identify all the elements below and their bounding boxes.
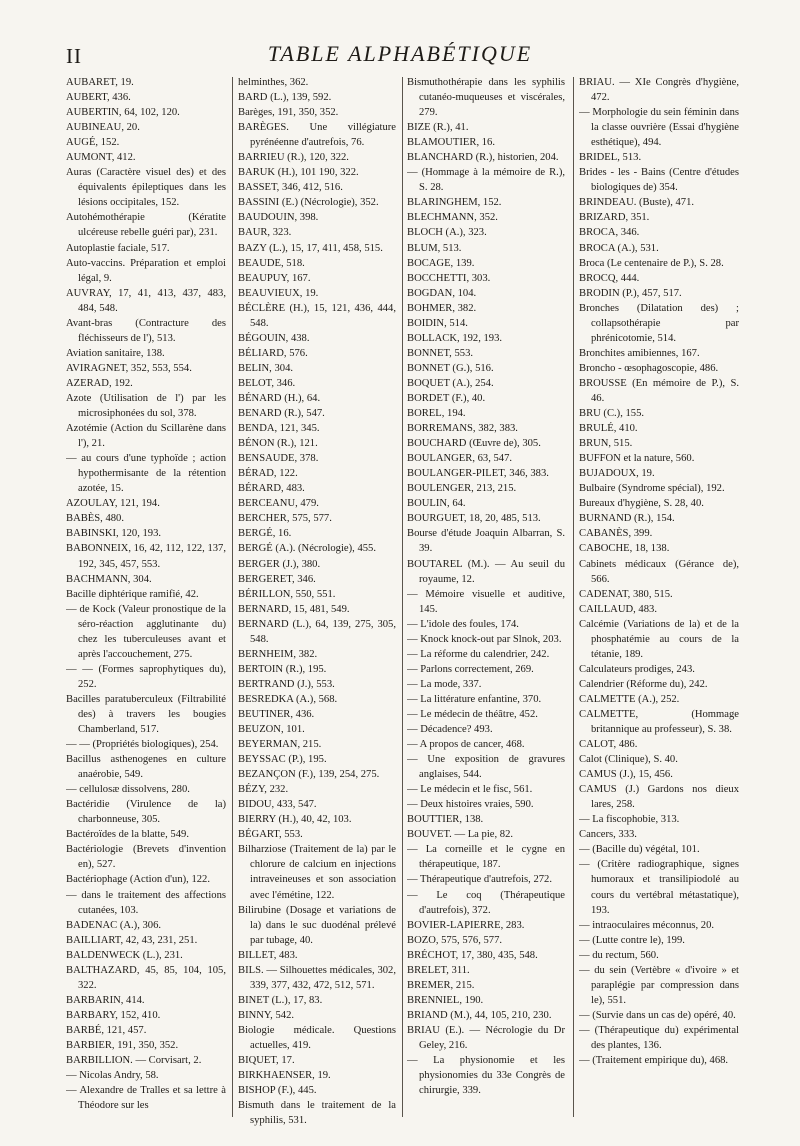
index-entry: BOCCHETTI, 303. (407, 272, 491, 284)
index-entry: — Parlons correctement, 269. (407, 663, 534, 675)
index-entry: Bacille diphtérique ramifié, 42. (66, 588, 199, 600)
index-column-1 (66, 75, 226, 1135)
index-entry: BIZE (R.), 41. (407, 122, 469, 134)
index-entry: BLAMOUTIER, 16. (407, 137, 495, 149)
index-entry: Broca (Le centenaire de P.), S. 28. (579, 257, 724, 269)
index-entry: CALOT, 486. (579, 739, 638, 751)
index-entry: BRIAU. — XIe Congrès d'hygiène, 472. (579, 77, 739, 104)
index-entry: AZOULAY, 121, 194. (66, 498, 160, 510)
index-entry: BOGDAN, 104. (407, 287, 477, 299)
index-entry: — Deux histoires vraies, 590. (407, 799, 534, 811)
index-entry: BEAUPUY, 167. (238, 272, 311, 284)
index-entry: — (Hommage à la mémoire de R.), S. 28. (407, 167, 565, 194)
index-entry: CABANÈS, 399. (579, 528, 653, 540)
index-entry: — Le coq (Thérapeutique d'autrefois), 372. (407, 889, 565, 916)
index-entry: BARBARY, 152, 410. (66, 1009, 161, 1021)
index-entry: BÉNON (R.), 121. (238, 438, 318, 450)
column-divider (573, 77, 574, 1117)
index-entry: — La littérature enfantine, 370. (407, 693, 542, 705)
index-entry: BOIDIN, 514. (407, 317, 468, 329)
index-entry: BEUZON, 101. (238, 724, 305, 736)
index-entry: BERNHEIM, 382. (238, 648, 318, 660)
index-entry: — (Thérapeutique du) expérimental des plantes, 136. (579, 1024, 739, 1051)
index-entry: BOULANGER, 63, 547. (407, 453, 513, 465)
index-entry: — La réforme du calendrier, 242. (407, 648, 550, 660)
index-entry: BOCAGE, 139. (407, 257, 475, 269)
index-entry: CALMETTE (A.), 252. (579, 693, 680, 705)
index-entry: BRENNIEL, 190. (407, 994, 484, 1006)
index-entry: Auras (Caractère visuel des) et des équivalents épileptiques dans les lésions occipitales, 152. (66, 167, 226, 209)
index-entry: Bacillus asthenogenes en culture anaérobie, 549. (66, 754, 226, 781)
column-divider (232, 77, 233, 1117)
index-entry: — de Kock (Valeur pronostique de la séro-réaction agglutinante du) chez les tuberculeuses avant et après l'accouchement, 275. (66, 603, 226, 660)
index-entry: — Alexandre de Tralles et sa lettre à Théodore sur les (66, 1085, 226, 1112)
index-entry: BOURGUET, 18, 20, 485, 513. (407, 513, 541, 525)
index-entry: BILS. — Silhouettes médicales, 302, 339, 377, 432, 472, 512, 571. (238, 964, 396, 991)
index-entry: Cancers, 333. (579, 829, 637, 841)
index-entry: BUJADOUX, 19. (579, 468, 655, 480)
index-entry: BÉRILLON, 550, 551. (238, 588, 336, 600)
index-entry: BASSET, 346, 412, 516. (238, 182, 343, 194)
index-entry: BELOT, 346. (238, 377, 296, 389)
index-entry: — Une exposition de gravures anglaises, 544. (407, 754, 565, 781)
index-entry: Bactériologie (Brevets d'invention en), 527. (66, 844, 226, 871)
index-entry: BEYSSAC (P.), 195. (238, 754, 327, 766)
index-entry: — Le médecin de théâtre, 452. (407, 708, 538, 720)
index-entry: BRULÉ, 410. (579, 423, 638, 435)
index-entry: BORREMANS, 382, 383. (407, 423, 518, 435)
index-entry: BOHMER, 382. (407, 302, 477, 314)
index-entry: Azote (Utilisation de l') par les microsiphonées du sol, 378. (66, 392, 226, 420)
index-entry: BERGERET, 346. (238, 573, 316, 585)
index-entry: Bilirubine (Dosage et variations de la) dans le suc duodénal prélevé par tubage, 40. (238, 904, 396, 946)
index-entry: BRU (C.), 155. (579, 408, 645, 420)
index-entry: Calot (Clinique), S. 40. (579, 754, 678, 766)
index-entry: BLECHMANN, 352. (407, 212, 498, 224)
index-entry: BOZO, 575, 576, 577. (407, 934, 503, 946)
index-entry: — du rectum, 560. (579, 949, 659, 961)
page-number: II (66, 44, 82, 68)
index-entry: AUBARET, 19. (66, 77, 134, 88)
index-entry: BRIAU (E.). — Nécrologie du Dr Geley, 216. (407, 1024, 565, 1051)
index-entry: Biologie médicale. Questions actuelles, 419. (238, 1024, 396, 1051)
index-entry: AUVRAY, 17, 41, 413, 437, 483, 484, 548. (66, 287, 226, 314)
index-entry: — cellulosæ dissolvens, 280. (66, 784, 190, 796)
index-entry: BRIDEL, 513. (579, 152, 642, 164)
index-entry: CADENAT, 380, 515. (579, 588, 673, 600)
index-entry: Bismuthothérapie dans les syphilis cutanéo-muqueuses et viscérales, 279. (407, 77, 565, 119)
index-entry: — dans le traitement des affections cutanées, 103. (66, 889, 226, 916)
index-entry: Azotémie (Action du Scillarène dans l'), 21. (66, 423, 226, 450)
index-entry: BERCHER, 575, 577. (238, 513, 332, 525)
index-entry: BEAUDE, 518. (238, 257, 305, 269)
index-entry: BALDENWECK (L.), 231. (66, 949, 183, 961)
index-entry: BAILLIART, 42, 43, 231, 251. (66, 934, 198, 946)
index-entry: BERGÉ, 16. (238, 528, 292, 540)
index-entry: BÉGOUIN, 438. (238, 332, 310, 344)
index-entry: BENARD (R.), 547. (238, 408, 325, 420)
index-entry: BRELET, 311. (407, 964, 470, 976)
index-entry: CALMETTE, (Hommage britannique au professeur), S. 38. (579, 708, 739, 736)
index-entry: BÉGART, 553. (238, 829, 303, 841)
index-entry: AZERAD, 192. (66, 377, 133, 389)
index-entry: BARRIEU (R.), 120, 322. (238, 152, 349, 164)
index-entry: BERCEANU, 479. (238, 498, 319, 510)
index-entry: Brides - les - Bains (Centre d'études biologiques de) 354. (579, 167, 739, 194)
index-entry: BENDA, 121, 345. (238, 423, 320, 435)
index-entry: BRINDEAU. (Buste), 471. (579, 197, 695, 209)
index-entry: BAUDOUIN, 398. (238, 212, 319, 224)
index-entry: — (Lutte contre le), 199. (579, 934, 685, 946)
index-entry: AUGÉ, 152. (66, 137, 120, 149)
index-entry: BOREL, 194. (407, 408, 466, 420)
index-entry: BRIZARD, 351. (579, 212, 650, 224)
index-entry: BOULIN, 64. (407, 498, 466, 510)
index-entry: BERNARD, 15, 481, 549. (238, 603, 350, 615)
index-entry: BRÉCHOT, 17, 380, 435, 548. (407, 949, 538, 961)
index-entry: Calendrier (Réforme du), 242. (579, 678, 708, 690)
index-entry: CABOCHE, 18, 138. (579, 543, 670, 555)
index-entry: AUBERTIN, 64, 102, 120. (66, 107, 180, 119)
index-entry: Auto-vaccins. Préparation et emploi légal, 9. (66, 257, 226, 284)
index-entry: — du sein (Vertèbre « d'ivoire » et paraplégie par compression dans le), 551. (579, 964, 739, 1006)
index-entry: BAUR, 323. (238, 227, 292, 239)
index-entry: — Knock knock-out par Slnok, 203. (407, 633, 562, 645)
index-entry: BOLLACK, 192, 193. (407, 332, 503, 344)
index-entry: Calculateurs prodiges, 243. (579, 663, 695, 675)
index-entry: — Mémoire visuelle et auditive, 145. (407, 588, 565, 615)
index-column-3 (407, 75, 565, 1135)
index-entry: BASSINI (E.) (Nécrologie), 352. (238, 197, 379, 209)
page-title: TABLE ALPHABÉTIQUE (267, 41, 533, 66)
index-entry: AUMONT, 412. (66, 152, 136, 164)
index-entry: BARUK (H.), 101 190, 322. (238, 167, 359, 179)
index-entry: BROCQ, 444. (579, 272, 640, 284)
index-entry: BROUSSE (En mémoire de P.), S. 46. (579, 377, 739, 404)
index-entry: BARD (L.), 139, 592. (238, 92, 332, 104)
index-entry: BÉZY, 232. (238, 784, 289, 796)
index-entry: BRIAND (M.), 44, 105, 210, 230. (407, 1009, 552, 1021)
index-entry: BERTOIN (R.), 195. (238, 663, 327, 675)
index-entry: BUFFON et la nature, 560. (579, 453, 695, 465)
index-entry: BOUVET. — La pie, 82. (407, 829, 514, 841)
index-entry: Bactéridie (Virulence de la) charbonneuse, 305. (66, 799, 226, 826)
index-entry: BADENAC (A.), 306. (66, 919, 162, 931)
index-entry: BELIN, 304. (238, 362, 294, 374)
index-entry: BOQUET (A.), 254. (407, 377, 494, 389)
index-entry: BARBÉ, 121, 457. (66, 1024, 147, 1036)
index-entry: Bronchites amibiennes, 167. (579, 347, 700, 359)
index-entry: BIRKHAENSER, 19. (238, 1070, 331, 1082)
column-divider (402, 77, 403, 1117)
index-entry: BROCA, 346. (579, 227, 640, 239)
index-entry: — Morphologie du sein féminin dans la classe ouvrière (Essai d'hygiène esthétique), 494. (579, 107, 739, 149)
index-entry: BEZANÇON (F.), 139, 254, 275. (238, 769, 380, 781)
index-entry: — A propos de cancer, 468. (407, 739, 525, 751)
index-entry: — La fiscophobie, 313. (579, 814, 680, 826)
index-entry: BLOCH (A.), 323. (407, 227, 487, 239)
index-entry: CAILLAUD, 483. (579, 603, 657, 615)
index-entry: BINNY, 542. (238, 1009, 295, 1021)
index-entry: — au cours d'une typhoïde ; action hypothermisante de la rétention azotée, 15. (66, 453, 226, 495)
index-entry: Bismuth dans le traitement de la syphilis, 531. (238, 1100, 396, 1127)
index-entry: BARBIER, 191, 350, 352. (66, 1040, 179, 1051)
index-entry: BINET (L.), 17, 83. (238, 994, 323, 1006)
index-entry: BURNAND (R.), 154. (579, 513, 675, 525)
index-entry: helminthes, 362. (238, 77, 309, 88)
index-entry: Autohémothérapie (Kératite ulcéreuse rebelle guéri par), 231. (66, 212, 226, 239)
index-entry: BERGÉ (A.). (Nécrologie), 455. (238, 543, 376, 555)
index-entry: BONNET, 553. (407, 347, 474, 359)
index-entry: — — (Propriétés biologiques), 254. (66, 739, 219, 751)
index-entry: BOULENGER, 213, 215. (407, 483, 517, 495)
index-entry: BOULANGER-PILET, 346, 383. (407, 468, 549, 480)
index-entry: — Thérapeutique d'autrefois, 272. (407, 874, 552, 886)
index-entry: — (Critère radiographique, signes humoraux et transilipiodolé au cours du vertébral métastatique), 193. (579, 859, 739, 916)
index-entry: Avant-bras (Contracture des fléchisseurs de l'), 513. (66, 317, 226, 344)
index-entry: BÉRARD, 483. (238, 483, 305, 495)
index-entry: BAZY (L.), 15, 17, 411, 458, 515. (238, 242, 383, 254)
index-entry: — La physionomie et les physionomies du 33e Congrès de chirurgie, 339. (407, 1055, 565, 1097)
index-entry: BÉNARD (H.), 64. (238, 392, 321, 404)
index-entry: BLARINGHEM, 152. (407, 197, 502, 209)
index-entry: Autoplastie faciale, 517. (66, 242, 170, 254)
index-entry: BRUN, 515. (579, 438, 633, 450)
index-entry: — L'idole des foules, 174. (407, 618, 519, 630)
index-entry: Broncho - œsophagoscopie, 486. (579, 362, 719, 374)
index-entry: — intraoculaires méconnus, 20. (579, 919, 715, 931)
index-entry: BERNARD (L.), 64, 139, 275, 305, 548. (238, 618, 396, 645)
index-entry: BEUTINER, 436. (238, 708, 315, 720)
index-entry: — (Bacille du) végétal, 101. (579, 844, 700, 856)
index-entry: BIERRY (H.), 40, 42, 103. (238, 814, 352, 826)
index-entry: — (Traitement empirique du), 468. (579, 1055, 729, 1067)
index-entry: — — (Formes saprophytiques du), 252. (66, 663, 226, 690)
index-entry: AUBINEAU, 20. (66, 122, 140, 134)
index-entry: CAMUS (J.) Gardons nos dieux lares, 258. (579, 784, 739, 811)
index-entry: BOVIER-LAPIERRE, 283. (407, 919, 525, 931)
index-entry: Bactériophage (Action d'un), 122. (66, 874, 210, 886)
index-entry: BLANCHARD (R.), historien, 204. (407, 152, 559, 164)
index-entry: BREMER, 215. (407, 979, 475, 991)
index-column-4 (579, 75, 739, 1135)
index-entry: BOUTAREL (M.). — Au seuil du royaume, 12. (407, 558, 565, 585)
index-entry: BROCA (A.), 531. (579, 242, 659, 254)
index-entry: BORDET (F.), 40. (407, 392, 486, 404)
index-entry: — La corneille et le cygne en thérapeutique, 187. (407, 844, 565, 871)
index-entry: BRODIN (P.), 457, 517. (579, 287, 682, 299)
index-entry: BOUTTIER, 138. (407, 814, 484, 826)
index-entry: BALTHAZARD, 45, 85, 104, 105, 322. (66, 964, 226, 991)
index-entry: BLUM, 513. (407, 242, 462, 254)
index-entry: — La mode, 337. (407, 678, 482, 690)
index-entry: BILLET, 483. (238, 949, 298, 961)
index-entry: — Décadence? 493. (407, 724, 493, 736)
index-entry: BENSAUDE, 378. (238, 453, 319, 465)
index-entry: Cabinets médicaux (Gérance de), 566. (579, 558, 739, 585)
index-entry: BARÈGES. Une villégiature pyrénéenne d'autrefois, 76. (238, 122, 396, 149)
index-entry: Bulbaire (Syndrome spécial), 192. (579, 483, 725, 495)
index-entry: Bilharziose (Traitement de la) par le chlorure de calcium en injections intraveineuses et son association avec l'émétine, 122. (238, 844, 396, 901)
index-entry: Bacilles paratuberculeux (Filtrabilité des) à travers les bougies Chamberland, 517. (66, 693, 226, 736)
index-entry: Bourse d'étude Joaquin Albarran, S. 39. (407, 528, 565, 555)
index-entry: CAMUS (J.), 15, 456. (579, 769, 673, 781)
index-entry: AVIRAGNET, 352, 553, 554. (66, 362, 192, 374)
index-entry: BEAUVIEUX, 19. (238, 287, 319, 299)
index-entry: Aviation sanitaire, 138. (66, 347, 165, 359)
index-entry: Bronches (Dilatation des) ; collapsothérapie par phrénicotomie, 514. (579, 302, 739, 344)
index-entry: Barèges, 191, 350, 352. (238, 107, 339, 119)
index-entry: AUBERT, 436. (66, 92, 131, 104)
index-entry: BIQUET, 17. (238, 1055, 295, 1067)
index-entry: BERTRAND (J.), 553. (238, 678, 335, 690)
index-entry: — (Survie dans un cas de) opéré, 40. (579, 1009, 736, 1021)
index-entry: BARBARIN, 414. (66, 994, 145, 1006)
index-entry: BISHOP (F.), 445. (238, 1085, 317, 1097)
index-entry: BIDOU, 433, 547. (238, 799, 317, 811)
index-entry: BONNET (G.), 516. (407, 362, 494, 374)
index-entry: BARBILLION. — Corvisart, 2. (66, 1055, 202, 1067)
index-entry: — Nicolas Andry, 58. (66, 1070, 159, 1082)
index-entry: BÉRAD, 122. (238, 468, 298, 480)
index-entry: BABÈS, 480. (66, 513, 124, 525)
index-entry: BABINSKI, 120, 193. (66, 528, 162, 540)
index-entry: BÉCLÈRE (H.), 15, 121, 436, 444, 548. (238, 302, 396, 329)
index-entry: — Le médecin et le fisc, 561. (407, 784, 533, 796)
index-column-2 (238, 75, 396, 1135)
index-entry: Bactéroïdes de la blatte, 549. (66, 829, 189, 841)
index-entry: BACHMANN, 304. (66, 573, 152, 585)
index-entry: BESREDKA (A.), 568. (238, 693, 338, 705)
index-entry: BÉLIARD, 576. (238, 347, 308, 359)
index-entry: BOUCHARD (Œuvre de), 305. (407, 438, 541, 450)
index-entry: Calcémie (Variations de la) et de la phosphatémie au cours de la tétanie, 189. (579, 618, 739, 660)
index-entry: BEYERMAN, 215. (238, 739, 322, 751)
index-entry: Bureaux d'hygiène, S. 28, 40. (579, 498, 704, 510)
index-entry: BERGER (J.), 380. (238, 558, 321, 570)
index-entry: BABONNEIX, 16, 42, 112, 122, 137, 192, 345, 457, 553. (66, 543, 226, 570)
index-columns (66, 75, 741, 1135)
